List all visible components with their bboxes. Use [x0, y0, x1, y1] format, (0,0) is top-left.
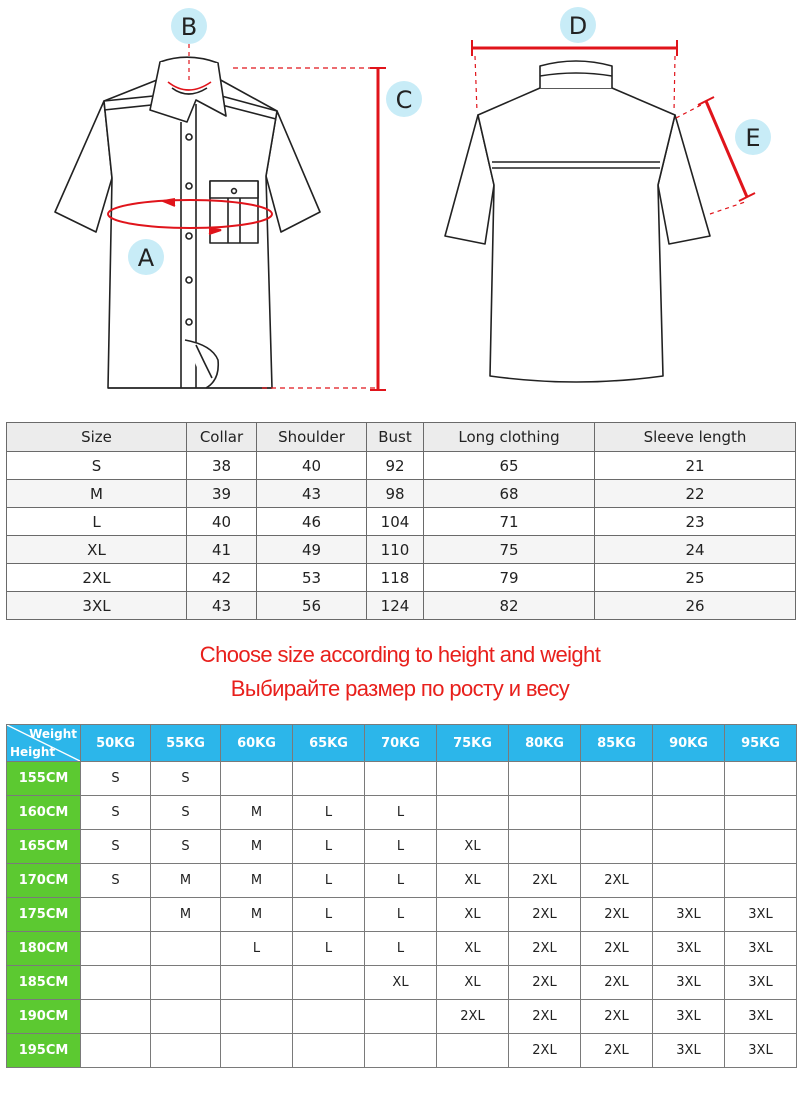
size-label-cell: S	[7, 452, 187, 480]
recommended-size-cell: 3XL	[653, 898, 725, 932]
recommended-size-cell: L	[365, 864, 437, 898]
size-label-cell: XL	[7, 536, 187, 564]
chart-corner-cell	[7, 725, 81, 762]
height-row-header: 180CM	[7, 932, 81, 966]
recommended-size-cell: S	[81, 762, 151, 796]
recommended-size-cell: 2XL	[581, 1034, 653, 1068]
recommended-size-cell: S	[81, 864, 151, 898]
front-shirt-illustration	[55, 57, 320, 388]
recommended-size-cell	[365, 1034, 437, 1068]
recommended-size-cell: L	[293, 898, 365, 932]
recommended-size-cell	[293, 1000, 365, 1034]
height-row-header: 160CM	[7, 796, 81, 830]
weight-column-header: 70KG	[365, 725, 437, 762]
recommended-size-cell	[725, 762, 797, 796]
recommended-size-cell: 2XL	[509, 1000, 581, 1034]
size-row	[7, 452, 796, 480]
weight-column-header: 65KG	[293, 725, 365, 762]
recommended-size-cell: 2XL	[437, 1000, 509, 1034]
recommended-size-cell	[151, 1034, 221, 1068]
recommended-size-cell	[653, 830, 725, 864]
recommended-size-cell	[81, 898, 151, 932]
recommended-size-cell	[221, 1000, 293, 1034]
measurement-cell: 42	[187, 564, 257, 592]
back-shirt-illustration	[445, 61, 710, 382]
recommended-size-cell: S	[81, 830, 151, 864]
measurement-cell: 65	[424, 452, 595, 480]
measurement-cell: 118	[367, 564, 424, 592]
height-row-header: 175CM	[7, 898, 81, 932]
weight-column-header: 50KG	[81, 725, 151, 762]
recommended-size-cell	[81, 932, 151, 966]
recommended-size-cell	[653, 864, 725, 898]
recommended-size-cell	[151, 966, 221, 1000]
weight-column-header: 85KG	[581, 725, 653, 762]
height-row-header: 185CM	[7, 966, 81, 1000]
measurement-cell: 25	[595, 564, 796, 592]
height-row	[7, 762, 797, 796]
measurement-cell: 82	[424, 592, 595, 620]
recommended-size-cell: M	[221, 864, 293, 898]
recommended-size-cell: XL	[437, 898, 509, 932]
weight-column-header: 55KG	[151, 725, 221, 762]
recommended-size-cell	[725, 830, 797, 864]
recommended-size-cell: 3XL	[653, 966, 725, 1000]
fit-chart-body	[7, 762, 797, 1068]
height-row-header: 195CM	[7, 1034, 81, 1068]
recommended-size-cell: 2XL	[581, 898, 653, 932]
height-row-header: 165CM	[7, 830, 81, 864]
measurement-cell: 92	[367, 452, 424, 480]
measurement-cell: 40	[187, 508, 257, 536]
recommended-size-cell: XL	[437, 864, 509, 898]
recommended-size-cell: S	[151, 830, 221, 864]
recommended-size-cell: 3XL	[725, 1034, 797, 1068]
recommended-size-cell: 3XL	[653, 1000, 725, 1034]
recommended-size-cell: 2XL	[509, 898, 581, 932]
size-row	[7, 508, 796, 536]
weight-column-header: 75KG	[437, 725, 509, 762]
recommended-size-cell: L	[365, 830, 437, 864]
recommended-size-cell: 2XL	[509, 1034, 581, 1068]
sleeve-length-column-header: Sleeve length	[595, 423, 796, 452]
badge-c	[386, 81, 422, 117]
measurement-cell: 49	[257, 536, 367, 564]
measurement-cell: 79	[424, 564, 595, 592]
weight-column-header: 90KG	[653, 725, 725, 762]
measurement-cell: 68	[424, 480, 595, 508]
bust-column-header: Bust	[367, 423, 424, 452]
shoulder-column-header: Shoulder	[257, 423, 367, 452]
recommended-size-cell: L	[293, 796, 365, 830]
measurement-cell: 41	[187, 536, 257, 564]
recommended-size-cell	[293, 762, 365, 796]
height-row	[7, 1000, 797, 1034]
measurement-cell: 46	[257, 508, 367, 536]
measurement-cell: 43	[187, 592, 257, 620]
recommended-size-cell	[437, 1034, 509, 1068]
recommended-size-cell: 3XL	[725, 1000, 797, 1034]
recommended-size-cell	[365, 1000, 437, 1034]
height-row-header: 155CM	[7, 762, 81, 796]
recommended-size-cell: M	[221, 796, 293, 830]
size-advice-english: Choose size according to height and weight	[199, 642, 601, 667]
recommended-size-cell: 2XL	[581, 1000, 653, 1034]
measurement-cell: 98	[367, 480, 424, 508]
badge-a-label: A	[137, 244, 155, 272]
recommended-size-cell	[437, 762, 509, 796]
recommended-size-cell	[293, 966, 365, 1000]
measurement-cell: 21	[595, 452, 796, 480]
recommended-size-cell: XL	[437, 830, 509, 864]
measurement-cell: 124	[367, 592, 424, 620]
collar-column-header: Collar	[187, 423, 257, 452]
recommended-size-cell	[293, 1034, 365, 1068]
recommended-size-cell: 2XL	[581, 864, 653, 898]
height-row	[7, 898, 797, 932]
size-advice-russian: Выбирайте размер по росту и весу	[230, 676, 570, 701]
recommended-size-cell	[221, 762, 293, 796]
recommended-size-cell	[81, 1034, 151, 1068]
measurement-cell: 22	[595, 480, 796, 508]
recommended-size-cell	[653, 796, 725, 830]
height-row	[7, 1034, 797, 1068]
size-column-header: Size	[7, 423, 187, 452]
recommended-size-cell: 2XL	[581, 966, 653, 1000]
recommended-size-cell	[581, 830, 653, 864]
height-row	[7, 796, 797, 830]
recommended-size-cell	[365, 762, 437, 796]
measurement-cell: 26	[595, 592, 796, 620]
size-table-body	[7, 452, 796, 620]
measurement-cell: 71	[424, 508, 595, 536]
size-row	[7, 592, 796, 620]
recommended-size-cell: L	[365, 796, 437, 830]
measurement-cell: 24	[595, 536, 796, 564]
height-row	[7, 830, 797, 864]
recommended-size-cell: 2XL	[509, 932, 581, 966]
recommended-size-cell: 2XL	[509, 966, 581, 1000]
size-measurement-table	[6, 422, 796, 620]
recommended-size-cell: L	[293, 932, 365, 966]
measurement-cell: 39	[187, 480, 257, 508]
height-row-header: 170CM	[7, 864, 81, 898]
size-label-cell: L	[7, 508, 187, 536]
recommended-size-cell: 3XL	[653, 1034, 725, 1068]
badge-c-label: C	[395, 86, 413, 114]
recommended-size-cell: XL	[365, 966, 437, 1000]
recommended-size-cell: S	[81, 796, 151, 830]
weight-header-row	[7, 725, 797, 762]
recommended-size-cell	[725, 796, 797, 830]
recommended-size-cell	[151, 932, 221, 966]
recommended-size-cell: 3XL	[725, 898, 797, 932]
weight-axis-label: Weight	[29, 727, 77, 741]
recommended-size-cell: M	[151, 898, 221, 932]
recommended-size-cell: M	[221, 830, 293, 864]
size-row	[7, 480, 796, 508]
measurement-cell: 110	[367, 536, 424, 564]
recommended-size-cell	[81, 1000, 151, 1034]
badge-e-label: E	[745, 124, 761, 152]
recommended-size-cell	[581, 762, 653, 796]
size-row	[7, 564, 796, 592]
measurement-cell: 53	[257, 564, 367, 592]
recommended-size-cell: XL	[437, 966, 509, 1000]
recommended-size-cell: S	[151, 762, 221, 796]
recommended-size-cell	[151, 1000, 221, 1034]
recommended-size-cell	[221, 966, 293, 1000]
measurement-cell: 56	[257, 592, 367, 620]
weight-column-header: 95KG	[725, 725, 797, 762]
recommended-size-cell	[81, 966, 151, 1000]
size-label-cell: M	[7, 480, 187, 508]
measurement-cell: 23	[595, 508, 796, 536]
measurement-cell: 43	[257, 480, 367, 508]
measurement-cell: 104	[367, 508, 424, 536]
recommended-size-cell: 3XL	[653, 932, 725, 966]
recommended-size-cell	[509, 762, 581, 796]
recommended-size-cell: L	[221, 932, 293, 966]
height-row	[7, 966, 797, 1000]
weight-column-header: 80KG	[509, 725, 581, 762]
recommended-size-cell: L	[365, 932, 437, 966]
weight-column-header: 60KG	[221, 725, 293, 762]
recommended-size-cell	[509, 796, 581, 830]
height-axis-label: Height	[10, 745, 56, 759]
recommended-size-cell	[437, 796, 509, 830]
badge-d-label: D	[568, 12, 588, 40]
recommended-size-cell: L	[293, 830, 365, 864]
measurement-cell: 75	[424, 536, 595, 564]
badge-e	[735, 119, 771, 155]
recommended-size-cell: XL	[437, 932, 509, 966]
badge-a	[128, 239, 164, 275]
recommended-size-cell: S	[151, 796, 221, 830]
recommended-size-cell: M	[221, 898, 293, 932]
shirt-measurement-diagram	[0, 0, 800, 420]
badge-b-label: B	[180, 13, 198, 41]
height-row	[7, 932, 797, 966]
recommended-size-cell	[221, 1034, 293, 1068]
recommended-size-cell	[581, 796, 653, 830]
size-label-cell: 3XL	[7, 592, 187, 620]
height-row	[7, 864, 797, 898]
size-row	[7, 536, 796, 564]
size-table-header-row	[7, 423, 796, 452]
recommended-size-cell: 2XL	[509, 864, 581, 898]
recommended-size-cell: 2XL	[581, 932, 653, 966]
recommended-size-cell	[653, 762, 725, 796]
height-weight-size-chart	[6, 724, 797, 1068]
recommended-size-cell	[509, 830, 581, 864]
long-clothing-column-header: Long clothing	[424, 423, 595, 452]
recommended-size-cell: M	[151, 864, 221, 898]
recommended-size-cell: 3XL	[725, 966, 797, 1000]
measurement-cell: 40	[257, 452, 367, 480]
height-row-header: 190CM	[7, 1000, 81, 1034]
recommended-size-cell: L	[293, 864, 365, 898]
size-label-cell: 2XL	[7, 564, 187, 592]
measurement-cell: 38	[187, 452, 257, 480]
badge-d	[560, 7, 596, 43]
recommended-size-cell: L	[365, 898, 437, 932]
recommended-size-cell: 3XL	[725, 932, 797, 966]
recommended-size-cell	[725, 864, 797, 898]
